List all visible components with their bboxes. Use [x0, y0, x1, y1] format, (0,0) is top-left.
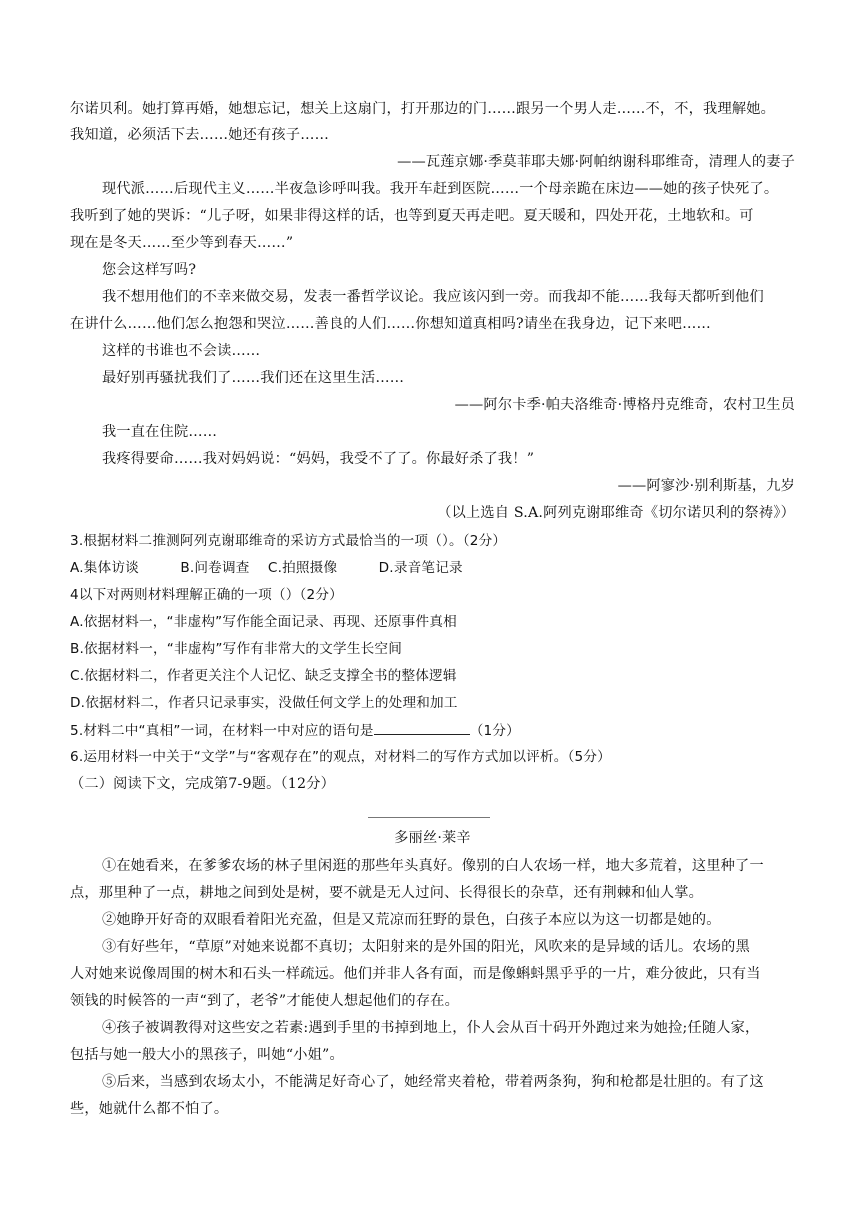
question-5-score: （1分） — [469, 723, 520, 739]
paragraph-1: ①在她看来，在爹爹农场的林子里闲逛的那些年头真好。像别的白人农场一样，地大多荒着，这里种了一 — [102, 858, 764, 874]
attribution: ——瓦莲京娜·季莫菲耶夫娜·阿帕纳谢科耶维奇，清理人的妻子 — [397, 154, 795, 170]
paragraph-5: ⑤后来，当感到农场太小，不能满足好奇心了，她经常夹着枪，带着两条狗，狗和枪都是壮胆的。有了这 — [102, 1074, 764, 1090]
attribution: ——阿寥沙·别利斯基，九岁 — [617, 478, 795, 494]
option-c: C.依据材料二，作者更关注个人记忆、缺乏支撑全书的整体逻辑 — [70, 668, 457, 684]
author-name: 多丽丝·莱辛 — [394, 830, 471, 846]
question-4: 4以下对两则材料理解正确的一项（）（2分） — [70, 587, 343, 603]
divider — [368, 817, 490, 818]
text-line: 这样的书谁也不会读…… — [102, 343, 261, 359]
text-line: 我一直在住院…… — [102, 424, 218, 440]
text-line: 我疼得要命……我对妈妈说：“妈妈，我受不了了。你最好杀了我！” — [102, 451, 535, 467]
text-line: 我知道，必须活下去……她还有孩子…… — [70, 127, 329, 143]
text-line: 些，她就什么都不怕了。 — [70, 1101, 229, 1117]
source-note: （以上选自 S.A.阿列克谢耶维奇《切尔诺贝利的祭祷》） — [437, 505, 795, 521]
text-line: 您会这样写吗? — [102, 262, 197, 278]
text-line: 现在是冬天……至少等到春天……” — [70, 235, 294, 251]
text-line: 点，那里种了一点，耕地之间到处是树，要不就是无人过问、长得很长的杂草，还有荆棘和仙人掌。 — [70, 885, 704, 901]
paragraph-3: ③有好些年，“草原”对她来说都不真切；太阳射来的是外国的阳光，风吹来的是异域的话儿。农场的黑 — [102, 939, 750, 955]
text-line: 人对她来说像周围的树木和石头一样疏远。他们并非人各有面，而是像蝌蚪黑乎乎的一片，难分彼此，只有当 — [70, 966, 761, 982]
text-line: 领钱的时候答的一声“到了，老爷”才能使人想起他们的存在。 — [70, 993, 459, 1009]
question-3: 3.根据材料二推测阿列克谢耶维奇的采访方式最恰当的一项（）。（2分） — [70, 533, 507, 549]
text-line: 包括与她一般大小的黑孩子，叫她“小姐”。 — [70, 1047, 344, 1063]
option-a: A.依据材料一，“非虚构”写作能全面记录、再现、还原事件真相 — [70, 614, 457, 630]
question-3-options: A.集体访谈 B.问卷调查 C.拍照摄像 D.录音笔记录 — [70, 560, 463, 576]
question-6: 6.运用材料一中关于“文学”与“客观存在”的观点，对材料二的写作方式加以评析。（5分） — [70, 749, 611, 765]
text-line: 尔诺贝利。她打算再婚，她想忘记，想关上这扇门，打开那边的门……跟另一个男人走……不，不，我理解她。 — [70, 101, 775, 117]
question-5-text: 5.材料二中“真相”一词，在材料一中对应的语句是 — [70, 723, 374, 739]
option-d: D.依据材料二，作者只记录事实，没做任何文学上的处理和加工 — [70, 695, 458, 711]
question-5 — [70, 720, 795, 741]
text-line: 我听到了她的哭诉：“儿子呀，如果非得这样的话，也等到夏天再走吧。夏天暖和，四处开花，土地软和。可 — [70, 208, 754, 224]
attribution: ——阿尔卡季·帕夫洛维奇·博格丹克维奇，农村卫生员 — [454, 397, 795, 413]
paragraph-2: ②她睁开好奇的双眼看着阳光充盈，但是又荒凉而狂野的景色，白孩子本应以为这一切都是她的。 — [102, 912, 721, 928]
option-b: B.依据材料一，“非虚构”写作有非常大的文学生长空间 — [70, 641, 402, 657]
section-heading: （二）阅读下文，完成第7-9题。（12分） — [70, 776, 336, 792]
text-line: 最好别再骚扰我们了……我们还在这里生活…… — [102, 370, 405, 386]
answer-blank — [374, 720, 470, 735]
text-line: 我不想用他们的不幸来做交易，发表一番哲学议论。我应该闪到一旁。而我却不能……我每天都听到他们 — [102, 289, 764, 305]
paragraph-4: ④孩子被调教得对这些安之若素:遇到手里的书掉到地上，仆人会从百十码开外跑过来为她捡;任随人家， — [102, 1020, 760, 1036]
text-line: 在讲什么……他们怎么抱怨和哭泣……善良的人们……你想知道真相吗?请坐在我身边，记下来吧…… — [70, 316, 711, 332]
text-line: 现代派……后现代主义……半夜急诊呼叫我。我开车赶到医院……一个母亲跪在床边——她的孩子快死了。 — [102, 181, 779, 197]
